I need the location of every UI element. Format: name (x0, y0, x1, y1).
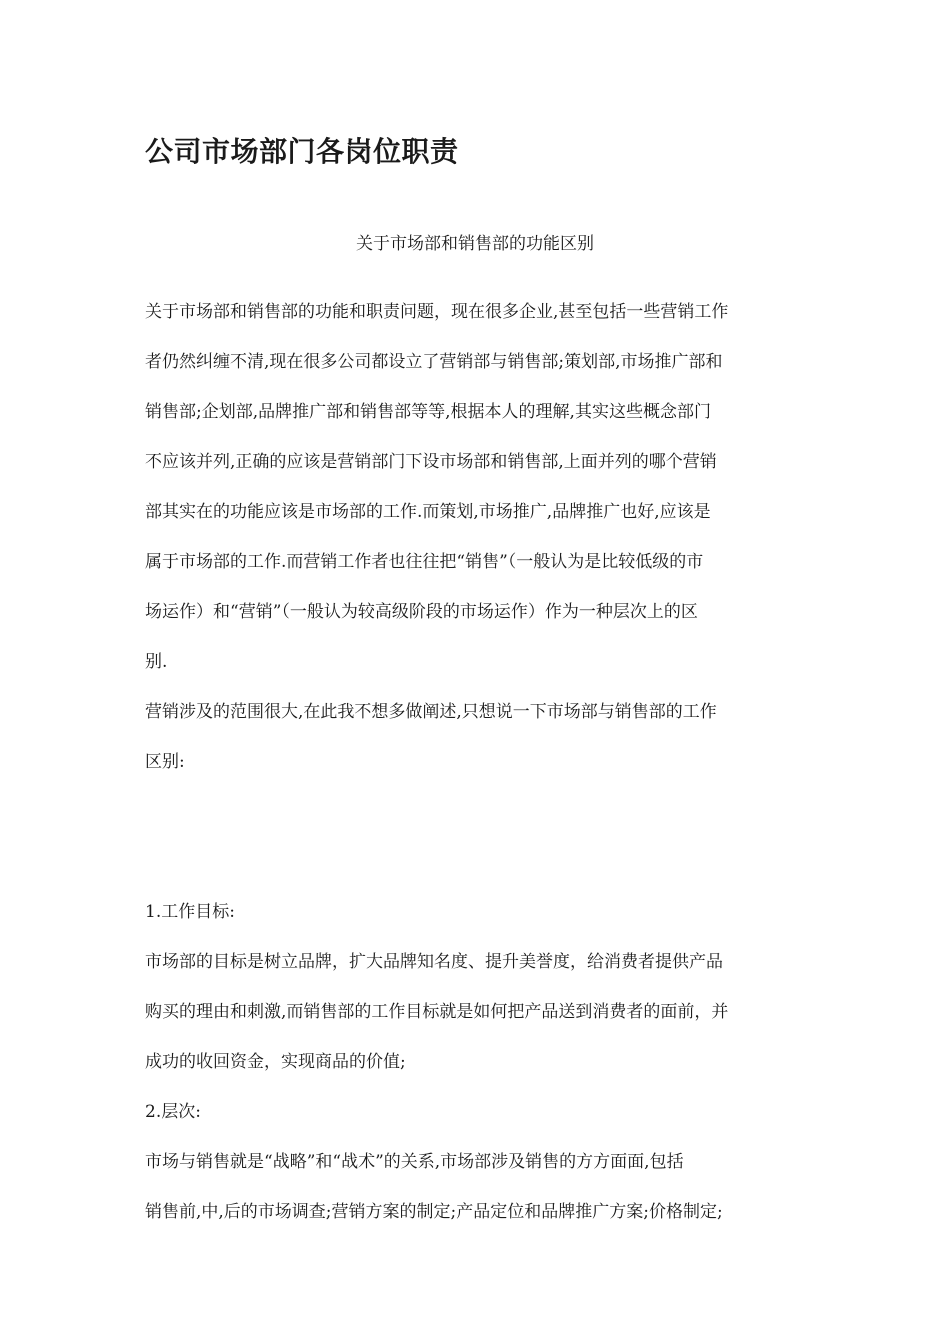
blank-line (145, 848, 815, 898)
section-heading: 1.工作目标: (145, 902, 235, 922)
body-line: 购买的理由和刺激,而销售部的工作目标就是如何把产品送到消费者的面前，并 (145, 1002, 729, 1022)
blank-line (145, 798, 815, 848)
document-body (145, 298, 815, 1248)
document-subtitle: 关于市场部和销售部的功能区别 (356, 234, 594, 254)
body-line: 区别: (145, 752, 185, 772)
document-title: 公司市场部门各岗位职责 (145, 135, 459, 168)
body-line: 别. (145, 652, 168, 672)
body-line: 不应该并列,正确的应该是营销部门下设市场部和销售部,上面并列的哪个营销 (145, 452, 717, 472)
body-line: 属于市场部的工作.而营销工作者也往往把“销售”（一般认为是比较低级的市 (145, 552, 704, 572)
body-line: 关于市场部和销售部的功能和职责问题，现在很多企业,甚至包括一些营销工作 (145, 302, 729, 322)
body-line: 场运作）和“营销”（一般认为较高级阶段的市场运作）作为一种层次上的区 (145, 602, 698, 622)
section-heading: 2.层次: (145, 1102, 201, 1122)
body-line: 者仍然纠缠不清,现在很多公司都设立了营销部与销售部;策划部,市场推广部和 (145, 352, 723, 372)
body-line: 市场部的目标是树立品牌，扩大品牌知名度、提升美誉度，给消费者提供产品 (145, 952, 723, 972)
body-line: 成功的收回资金，实现商品的价值; (145, 1052, 406, 1072)
body-line: 部其实在的功能应该是市场部的工作.而策划,市场推广,品牌推广也好,应该是 (145, 502, 711, 522)
body-line: 销售前,中,后的市场调查;营销方案的制定;产品定位和品牌推广方案;价格制定; (145, 1202, 723, 1222)
body-line: 营销涉及的范围很大,在此我不想多做阐述,只想说一下市场部与销售部的工作 (145, 702, 717, 722)
body-line: 销售部;企划部,品牌推广部和销售部等等,根据本人的理解,其实这些概念部门 (145, 402, 711, 422)
body-line: 市场与销售就是“战略”和“战术”的关系,市场部涉及销售的方方面面,包括 (145, 1152, 684, 1172)
